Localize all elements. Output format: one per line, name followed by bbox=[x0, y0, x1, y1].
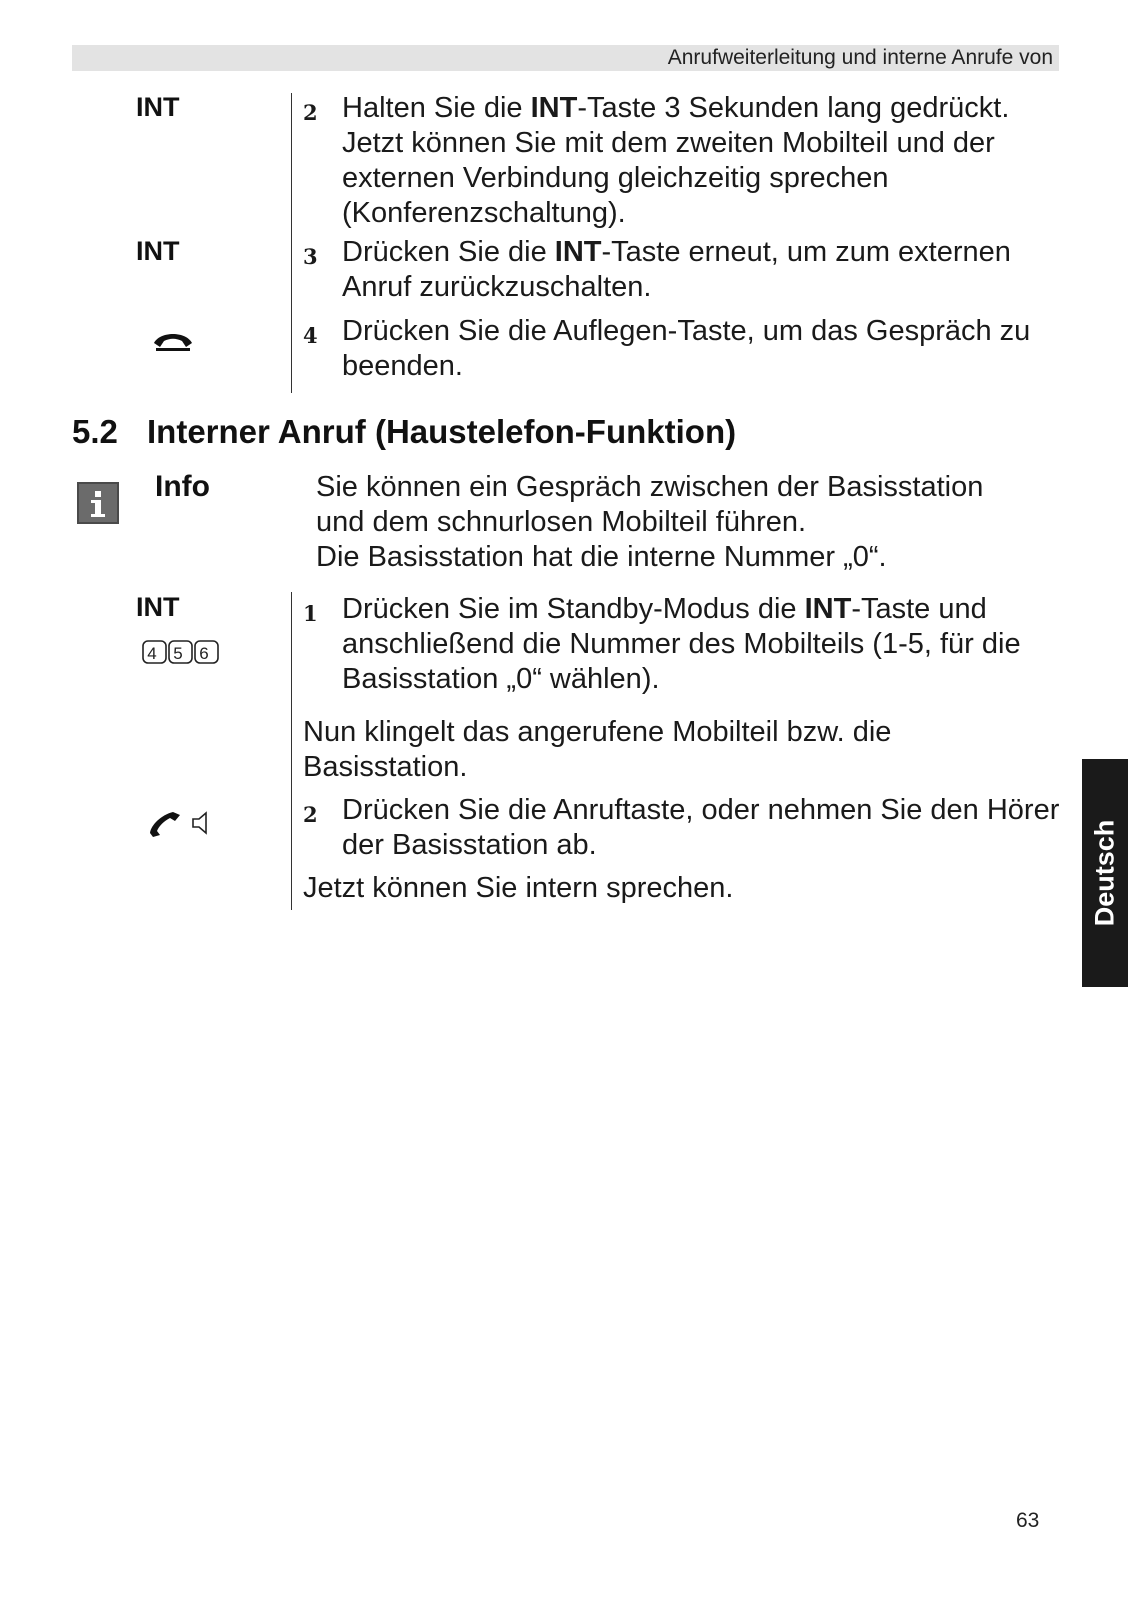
step-text: Drücken Sie die Anruftaste, oder nehmen Sie den Hörer der Basisstation ab. bbox=[342, 794, 1060, 861]
header-title: Anrufweiterleitung und interne Anrufe von bbox=[667, 46, 1053, 69]
step-2-call bbox=[303, 793, 1063, 863]
running-header bbox=[72, 45, 1059, 71]
step-text-post: -Taste und anschließend die Nummer des Mobilteils (1-5, für die Basisstation „0“ wählen). bbox=[342, 593, 1021, 695]
step-text-bold: INT bbox=[804, 593, 852, 625]
step-number: 2 bbox=[303, 100, 318, 125]
section-title: Interner Anruf (Haustelefon-Funktion) bbox=[147, 413, 737, 450]
step-number: 4 bbox=[303, 323, 318, 348]
step-number: 3 bbox=[303, 244, 318, 269]
step-1 bbox=[303, 592, 1063, 697]
hang-up-icon bbox=[150, 329, 196, 358]
key-digit: 6 bbox=[199, 644, 209, 663]
step-4 bbox=[303, 314, 1063, 384]
step-3 bbox=[303, 235, 1063, 305]
page-number: 63 bbox=[1016, 1509, 1040, 1532]
speaker-icon bbox=[191, 810, 213, 841]
step-text-bold: INT bbox=[530, 92, 578, 124]
step-text-pre: Halten Sie die bbox=[342, 92, 531, 124]
section-heading bbox=[72, 413, 736, 451]
column-divider bbox=[291, 592, 292, 910]
step-text-pre: Drücken Sie im Standby-Modus die bbox=[342, 593, 805, 625]
int-key-label: INT bbox=[136, 92, 180, 122]
step-text bbox=[342, 592, 1063, 697]
step-2 bbox=[303, 91, 1063, 231]
section-number: 5.2 bbox=[72, 413, 118, 450]
note-text: Jetzt können Sie intern sprechen. bbox=[303, 872, 734, 904]
step-text bbox=[342, 91, 1063, 231]
note-text: Nun klingelt das angerufene Mobilteil bzw. die Basisstation. bbox=[303, 716, 892, 783]
language-tab-label: Deutsch bbox=[1089, 819, 1120, 927]
step-text-post: -Taste erneut, um zum externen Anruf zurückzuschalten. bbox=[342, 236, 1011, 303]
language-tab bbox=[1082, 759, 1128, 987]
call-icon bbox=[147, 809, 183, 842]
step-text: Drücken Sie die Auflegen-Taste, um das Gespräch zu beenden. bbox=[342, 315, 1031, 382]
info-label: Info bbox=[155, 470, 210, 503]
info-icon bbox=[77, 482, 119, 524]
step-text-post: -Taste 3 Sekunden lang gedrückt. Jetzt können Sie mit dem zweiten Mobilteil und der externen Verbindung gleichzeitig sprechen (Konferenzschaltung). bbox=[342, 92, 1010, 229]
info-line: Sie können ein Gespräch zwischen der Basisstation bbox=[316, 471, 984, 503]
info-line: und dem schnurlosen Mobilteil führen. bbox=[316, 506, 807, 538]
step-text-bold: INT bbox=[554, 236, 602, 268]
step-text bbox=[342, 235, 1063, 305]
step-number: 1 bbox=[303, 601, 318, 626]
key-digit: 5 bbox=[173, 644, 183, 663]
number-keys-icon bbox=[142, 640, 220, 671]
column-divider bbox=[291, 93, 292, 393]
step-number: 2 bbox=[303, 802, 318, 827]
info-line: Die Basisstation hat die interne Nummer „0“. bbox=[316, 541, 887, 573]
int-key-label: INT bbox=[136, 236, 180, 266]
int-key-label: INT bbox=[136, 592, 180, 622]
info-text bbox=[316, 470, 1056, 575]
key-digit: 4 bbox=[147, 644, 157, 663]
step-text-pre: Drücken Sie die bbox=[342, 236, 555, 268]
